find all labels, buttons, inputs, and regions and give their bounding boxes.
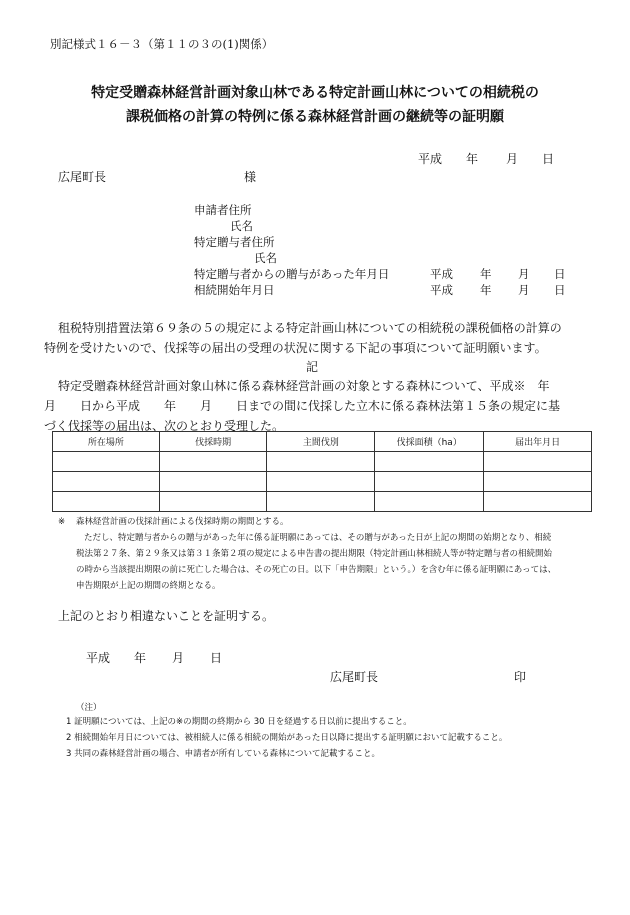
applicant-address-label: 申請者住所: [194, 203, 252, 217]
body-line-3: づく伐採等の届出は、次のとおり受理した。: [44, 419, 285, 433]
honorific: 様: [244, 170, 257, 184]
table-cell: [53, 472, 160, 492]
table-row: [53, 492, 592, 512]
table-cell: [375, 452, 484, 472]
table-cell: [159, 472, 267, 492]
title-line-1: 特定受贈森林経営計画対象山林である特定計画山林についての相続税の: [91, 85, 539, 101]
table-cell: [53, 452, 160, 472]
donor-address-label: 特定贈与者住所: [194, 235, 275, 249]
gift-date-era: 平成: [430, 267, 453, 281]
header-cutting-area: 伐採面積（ha）: [375, 432, 484, 452]
body-paragraph: [44, 376, 584, 436]
date-month: 月: [506, 152, 519, 166]
table-cell: [267, 452, 375, 472]
asterisk-note-1: 森林経営計画の伐採計画による伐採時期の期間とする。: [76, 517, 289, 527]
form-number: 別記様式１６－３（第１１の３の(1)関係）: [50, 37, 274, 51]
asterisk-note-5: 申告期限が上記の期間の終期となる。: [76, 581, 221, 591]
notes-heading: （注）: [76, 703, 102, 713]
donor-name-label: 氏名: [254, 251, 277, 265]
cert-date-era: 平成: [86, 651, 111, 665]
table-cell: [159, 492, 267, 512]
table-row: [53, 472, 592, 492]
table-cell: [267, 492, 375, 512]
header-cutting-period: 伐採時期: [159, 432, 267, 452]
date-year: 年: [466, 152, 479, 166]
request-line-1: 租税特別措置法第６９条の５の規定による特定計画山林についての相続税の課税価格の計算の: [58, 321, 562, 335]
table-cell: [484, 472, 592, 492]
asterisk-note-2: ただし、特定贈与者からの贈与があった年に係る証明願にあっては、その贈与があった日が上記の期間の始期となり、相続: [84, 533, 552, 543]
table-cell: [159, 452, 267, 472]
seal-mark: 印: [514, 670, 527, 684]
cutting-notification-table: [52, 431, 592, 512]
note-item-1: 1 証明願については、上記の※の期間の終期から 30 日を経過する日以前に提出すること。: [66, 717, 412, 727]
date-era: 平成: [418, 152, 443, 166]
body-line-2: 月 日から平成 年 月 日までの間に伐採した立木に係る森林法第１５条の規定に基: [44, 399, 561, 413]
asterisk-note-mark: ※: [58, 517, 66, 527]
date-day: 日: [542, 152, 555, 166]
header-notification-date: 届出年月日: [484, 432, 592, 452]
inheritance-date-year: 年: [480, 283, 492, 297]
cert-date-year: 年: [134, 651, 147, 665]
gift-date-day: 日: [554, 267, 566, 281]
cert-date-day: 日: [210, 651, 223, 665]
request-line-2: 特例を受けたいので、伐採等の届出の受理の状況に関する下記の事項について証明願います。: [44, 341, 547, 355]
gift-date-year: 年: [480, 267, 492, 281]
title-line-2: 課税価格の計算の特例に係る森林経営計画の継続等の証明願: [126, 109, 504, 125]
table-header-row: [53, 432, 592, 452]
table-row: [53, 452, 592, 472]
applicant-name-label: 氏名: [230, 219, 253, 233]
inheritance-date-era: 平成: [430, 283, 453, 297]
table-cell: [375, 492, 484, 512]
inheritance-date-day: 日: [554, 283, 566, 297]
gift-date-label: 特定贈与者からの贈与があった年月日: [194, 267, 390, 281]
inheritance-date-label: 相続開始年月日: [194, 283, 275, 297]
request-paragraph: [44, 318, 584, 358]
certify-text: 上記のとおり相違ないことを証明する。: [58, 609, 275, 623]
table-cell: [53, 492, 160, 512]
ki-heading: 記: [306, 360, 319, 374]
mayor-title: 広尾町長: [330, 670, 379, 684]
body-line-1: 特定受贈森林経営計画対象山林に係る森林経営計画の対象とする森林について、平成※ 年: [58, 379, 550, 393]
cert-date-month: 月: [172, 651, 185, 665]
note-item-3: 3 共同の森林経営計画の場合、申請者が所有している森林について記載すること。: [66, 749, 380, 759]
addressee: 広尾町長: [58, 170, 107, 184]
inheritance-date-month: 月: [518, 283, 530, 297]
header-thinning-type: 主間伐別: [267, 432, 375, 452]
table-cell: [375, 472, 484, 492]
note-item-2: 2 相続開始年月日については、被相続人に係る相続の開始があった日以降に提出する証明願において記載すること。: [66, 733, 508, 743]
table-cell: [484, 492, 592, 512]
header-location: 所在場所: [53, 432, 160, 452]
gift-date-month: 月: [518, 267, 530, 281]
table-cell: [484, 452, 592, 472]
table-cell: [267, 472, 375, 492]
asterisk-note-4: の時から当該提出期限の前に死亡した場合は、その死亡の日。以下「申告期限」という。）を含む年に係る証明願にあっては、: [76, 565, 557, 575]
asterisk-note-3: 税法第２７条、第２９条又は第３１条第２項の規定による申告書の提出期限（特定計画山林相続人等が特定贈与者の相続開始: [76, 549, 553, 559]
